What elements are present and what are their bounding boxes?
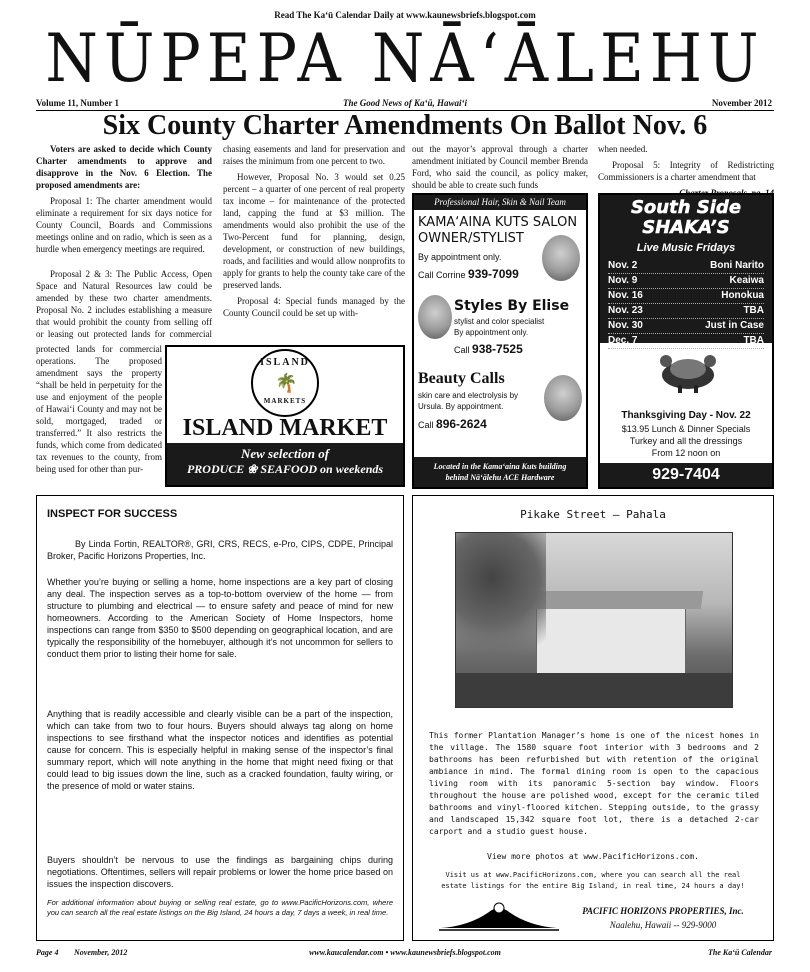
- tree: [456, 533, 546, 683]
- kuts-appointment: By appointment only.: [418, 252, 502, 262]
- salon-footer-line-1: Located in the Kama‘aina Kuts building: [433, 462, 567, 471]
- thanksgiving-line-2: Turkey and all the dressings: [629, 436, 743, 446]
- elise-salon-name: Styles By Elise: [454, 298, 570, 314]
- logo-bottom-text: MARKETS: [263, 397, 307, 405]
- pacific-horizons-company: PACIFIC HORIZONS PROPERTIES, Inc.: [582, 906, 744, 916]
- house-wall: [536, 605, 686, 675]
- corrine-photo: [542, 235, 580, 281]
- pikake-visit-line-1: Visit us at www.PacificHorizons.com, where you can search all the real: [445, 871, 741, 879]
- schedule-row: [608, 304, 764, 319]
- inspect-footer: For additional information about buying or selling real estate, go to www.PacificHorizons.com, where you can search all the real estate listings on the Big Island, 24 hours a day, 7 days a week, in real time.: [47, 898, 393, 917]
- schedule-date: Nov. 23: [608, 305, 643, 316]
- article-column-2: [223, 143, 405, 343]
- article-paragraph: out the mayor’s approval through a charter amendment initiated by Council member Brenda Ford, who said the council, as policy maker, should be able to create such funds: [412, 144, 588, 190]
- pikake-visit-line-2: estate listings for the entire Big Island, in real time, 24 hours a day!: [441, 882, 745, 890]
- beauty-call-label: Call: [418, 420, 434, 430]
- turkey-illustration: [648, 347, 728, 395]
- tagline: The Good News of Ka‘ū, Hawai‘i: [342, 98, 467, 108]
- shakas-top-panel: [600, 195, 772, 346]
- pacific-horizons-location: Naalehu, Hawaii -- 929-9000: [609, 920, 717, 930]
- shakas-name-line-2: SHAKA’S: [642, 217, 730, 238]
- schedule-act: Just in Case: [705, 320, 764, 331]
- main-headline: Six County Charter Amendments On Ballot Nov. 6: [102, 110, 708, 141]
- shakas-name: [600, 198, 772, 238]
- kuts-phone: 939-7099: [468, 267, 519, 281]
- kuts-call-label: Call Corrine: [418, 270, 466, 280]
- music-schedule: [608, 259, 764, 349]
- salon-footer: [414, 457, 586, 487]
- island-market-banner: [167, 443, 403, 485]
- island-market-logo: [251, 349, 319, 417]
- inspect-byline: By Linda Fortin, REALTOR®, GRI, CRS, RECS, e-Pro, CIPS, CDPE, Principal Broker, Pacific Horizons Properties, Inc.: [47, 539, 393, 561]
- thanksgiving-title: Thanksgiving Day - Nov. 22: [621, 410, 751, 421]
- pikake-visit: [413, 870, 773, 892]
- kuts-call: [418, 267, 519, 281]
- thanksgiving-line-1: $13.95 Lunch & Dinner Specials: [621, 424, 751, 434]
- shakas-ad: [598, 193, 774, 489]
- footer-page: Page 4: [36, 948, 59, 957]
- pikake-listing-box: [412, 495, 774, 941]
- issue-date: November 2012: [711, 98, 772, 108]
- article-paragraph: Proposal 4: Special funds managed by the County Council could be set up with-: [223, 296, 405, 318]
- schedule-act: Honokua: [721, 290, 764, 301]
- beauty-line-1: skin care and electrolysis by: [418, 391, 519, 400]
- article-paragraph: when needed.: [598, 144, 648, 154]
- elise-photo: [418, 295, 452, 339]
- salon-ad: [412, 193, 588, 489]
- pacific-horizons-logo: [439, 898, 559, 932]
- house-roof: [525, 591, 704, 609]
- pikake-title: Pikake Street — Pahala: [520, 508, 666, 521]
- shakas-subtitle: Live Music Fridays: [636, 242, 736, 254]
- schedule-date: Nov. 2: [608, 260, 638, 271]
- article-paragraph: Proposal 2 & 3: The Public Access, Open Space and Natural Resources law could be amended by these two charter amendments. Proposal No. 2 includes establishing a measure that would prohibit the county from selling off or leasing out protected lands for commercial: [36, 269, 212, 339]
- schedule-act: TBA: [743, 305, 764, 316]
- masthead-title: NŪPEPA NĀ‘ĀLEHU: [45, 20, 765, 98]
- pikake-more-photos: View more photos at www.PacificHorizons.com.: [487, 852, 699, 861]
- logo-top-text: ISLAND: [260, 357, 310, 368]
- schedule-act: Keaiwa: [729, 275, 764, 286]
- footer-date: November, 2012: [74, 948, 128, 957]
- salon-header: Professional Hair, Skin & Nail Team: [414, 195, 586, 210]
- island-market-name: ISLAND MARKET: [182, 415, 388, 441]
- article-paragraph: However, Proposal No. 3 would set 0.25 percent – a quarter of one percent of real property tax income – for maintenance of the protected land, capping the fund at $3 million. The amendments would also prohibit the use of the Two-Percent fund for planning, design, development, or construction of new buildings, roads, and facilities and would allow nonprofits to apply for grants to help the county take care of the preserved lands.: [223, 172, 405, 290]
- schedule-act: Boni Narito: [710, 260, 764, 271]
- schedule-date: Dec. 7: [608, 335, 638, 346]
- schedule-date: Nov. 16: [608, 290, 643, 301]
- island-market-line-1: New selection of: [240, 446, 330, 461]
- schedule-row: [608, 319, 764, 334]
- ursula-photo: [544, 375, 582, 421]
- inspect-title: INSPECT FOR SUCCESS: [47, 508, 178, 520]
- palm-tree-icon: 🌴: [275, 373, 298, 393]
- article-lead: Voters are asked to decide which County Charter amendments to approve and disapprove in the Nov. 6 Election. The proposed amendments are:: [36, 144, 212, 190]
- inspect-paragraph-3: Buyers shouldn’t be nervous to use the findings as bargaining chips during negotiations. Oftentimes, sellers will repair problems or lower the home price based on issues the inspection discovers.: [47, 855, 393, 889]
- beauty-phone: 896-2624: [436, 417, 487, 431]
- article-column-1c: [36, 343, 162, 493]
- beauty-calls-name: Beauty Calls: [418, 370, 505, 387]
- inspect-article-box: [36, 495, 404, 941]
- footer-paper-name: The Ka‘ū Calendar: [707, 948, 772, 957]
- pikake-description: This former Plantation Manager’s home is one of the nicest homes in the village. The 1580 square foot interior with 3 bedrooms and 2 bathrooms has been refurbished but with retention of the original ambiance in mind. The formal dining room is open to the capacious living room with its panoramic 5-section bay window. Floors throughout the house are polished wood, except for the ceramic tiled bathrooms and vinyl-floored kitchen. Stepping outside, to the grassy and landscaped 15,342 square foot lot, there is a detached 2-car carport and a studio guest house.: [429, 731, 759, 836]
- kuts-name-line-2: OWNER/STYLIST: [418, 231, 524, 246]
- thanksgiving-line-3: From 12 noon on: [651, 448, 721, 458]
- shakas-phone: 929-7404: [600, 463, 772, 487]
- elise-call: [454, 342, 523, 356]
- schedule-date: Nov. 9: [608, 275, 638, 286]
- elise-line-1: stylist and color specialist: [454, 317, 545, 326]
- inspect-paragraph-2: Anything that is readily accessible and clearly visible can be a part of the inspection, which can take from two to four hours. Buyers should always tag along on home inspections to see firsthand what the inspector notices and identifies as potential cause for concern. This is especially helpful in making sense of the inspector’s final summary report, which will note anything in the home that might need fixing or that could lead to big issues down the line, such as a cracked foundation, faulty wiring, or the presence of mold or water stains.: [47, 709, 393, 791]
- elise-call-label: Call: [454, 345, 470, 355]
- salon-footer-line-2: behind Nā‘ālehu ACE Hardware: [445, 473, 555, 482]
- shakas-name-line-1: South Side: [630, 197, 742, 218]
- article-paragraph: chasing easements and land for preservation and raises the minimum from one percent to two.: [223, 144, 405, 166]
- beauty-call: [418, 417, 487, 431]
- top-promo-line: Read The Ka‘ū Calendar Daily at www.kaunewsbriefs.blogspot.com: [274, 10, 536, 20]
- island-market-line-2: PRODUCE ❀ SEAFOOD on weekends: [186, 462, 384, 476]
- article-column-4: [598, 143, 774, 191]
- house-photo: [455, 532, 733, 708]
- schedule-row: [608, 289, 764, 304]
- beauty-line-2: Ursula. By appointment.: [418, 402, 504, 411]
- elise-phone: 938-7525: [472, 342, 523, 356]
- island-market-ad: [165, 345, 405, 487]
- article-column-1b: [36, 268, 212, 340]
- schedule-date: Nov. 30: [608, 320, 643, 331]
- lawn: [456, 673, 733, 708]
- schedule-act: TBA: [743, 335, 764, 346]
- volume-number: Volume 11, Number 1: [36, 98, 120, 108]
- article-paragraph: Proposal 1: The charter amendment would eliminate a requirement for six days notice for County Council, Boards and Commissions meetings online and on radio, which is seen as a hurdle when emergency meetings are required.: [36, 196, 212, 254]
- footer-urls: www.kaucalendar.com • www.kaunewsbriefs.blogspot.com: [309, 948, 501, 957]
- inspect-paragraph-1: Whether you’re buying or selling a home, home inspections are a key part of closing any deal. The inspection serves as a top-to-bottom overview of the home — from structure to plumbing and electrical — to ensure safety and peace of mind for new homeowners. According to the American Society of Home Inspectors, home inspections can range from $350 to $500 depending on geographical location, and are typically the responsibility of the homebuyer, although it’s not uncommon for sellers to conduct them prior to listing their home for sale.: [47, 577, 393, 659]
- article-column-3: [412, 143, 588, 191]
- article-paragraph-continued: protected lands for commercial operations. The proposed amendment says the property “shall be held in perpetuity for the use and enjoyment of the people of Hawai‘i County and may not be sold, mortgaged, traded or transferred.” It also restricts the funds, which come from dedicated tax revenues to the county, from being used for other than pur-: [36, 344, 162, 474]
- schedule-row: [608, 259, 764, 274]
- kuts-name-line-1: KAMA‘AINA KUTS SALON: [418, 215, 578, 230]
- schedule-row: [608, 274, 764, 289]
- article-paragraph: Proposal 5: Integrity of Redistricting Commissioners is a charter amendment that: [598, 160, 774, 182]
- elise-line-2: By appointment only.: [454, 328, 529, 337]
